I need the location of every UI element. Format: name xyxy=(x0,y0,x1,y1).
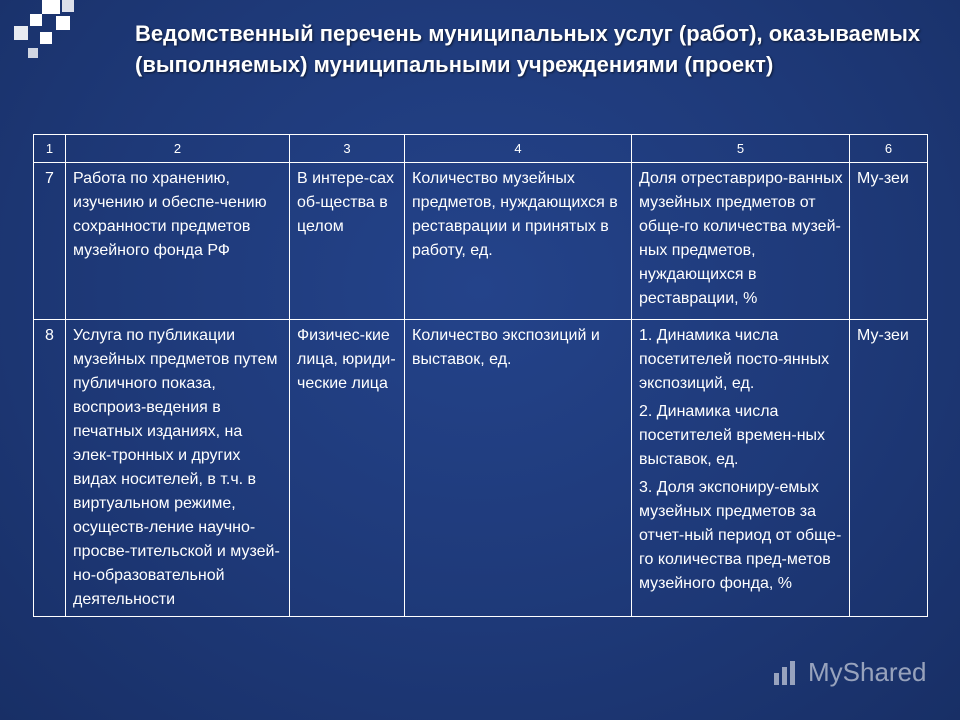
quality-indicator-text: 1. Динамика числа посетителей посто-янных экспозиций, ед. xyxy=(639,327,830,392)
quality-indicator-cell xyxy=(632,163,850,320)
quality-indicator-text: 3. Доля экспониру-емых музейных предметов за отчет-ный период от обще-го количества пред-метов музейного фонда, % xyxy=(639,479,842,592)
service-name-cell: Работа по хранению, изучению и обеспе-чению сохранности предметов музейного фонда РФ xyxy=(66,163,290,320)
corner-decoration xyxy=(0,0,90,70)
table-row xyxy=(34,163,928,320)
row-number: 8 xyxy=(34,320,66,617)
myshared-logo-icon xyxy=(772,659,800,687)
consumers-cell: Физичес-кие лица, юриди-ческие лица xyxy=(290,320,405,617)
volume-indicator-cell: Количество музейных предметов, нуждающихся в реставрации и принятых в работу, ед. xyxy=(405,163,632,320)
institution-cell: Му-зеи xyxy=(850,163,928,320)
volume-indicator-cell: Количество экспозиций и выставок, ед. xyxy=(405,320,632,617)
service-name-cell: Услуга по публикации музейных предметов путем публичного показа, воспроиз-ведения в печатных изданиях, на элек-тронных и других видах носителей, в т.ч. в виртуальном режиме, осуществ-ление научно-просве-тительской и музей-но-образовательной деятельности xyxy=(66,320,290,617)
col-header-4: 4 xyxy=(405,135,632,163)
col-header-5: 5 xyxy=(632,135,850,163)
watermark xyxy=(772,657,927,688)
quality-indicator-cell xyxy=(632,320,850,617)
col-header-1: 1 xyxy=(34,135,66,163)
quality-indicator-text: 2. Динамика числа посетителей времен-ных выставок, ед. xyxy=(639,403,826,468)
col-header-3: 3 xyxy=(290,135,405,163)
col-header-2: 2 xyxy=(66,135,290,163)
services-table xyxy=(33,134,928,617)
quality-indicator-text: Доля отреставриро-ванных музейных предметов от обще-го количества музей-ных предметов, нуждающихся в реставрации, % xyxy=(639,170,843,307)
institution-cell: Му-зеи xyxy=(850,320,928,617)
row-number: 7 xyxy=(34,163,66,320)
page-title: Ведомственный перечень муниципальных услуг (работ), оказываемых (выполняемых) муниципальными учреждениями (проект) xyxy=(135,21,921,77)
watermark-text: MyShared xyxy=(808,657,927,687)
col-header-6: 6 xyxy=(850,135,928,163)
consumers-cell: В интере-сах об-щества в целом xyxy=(290,163,405,320)
table-row xyxy=(34,320,928,617)
table-header-row xyxy=(34,135,928,163)
